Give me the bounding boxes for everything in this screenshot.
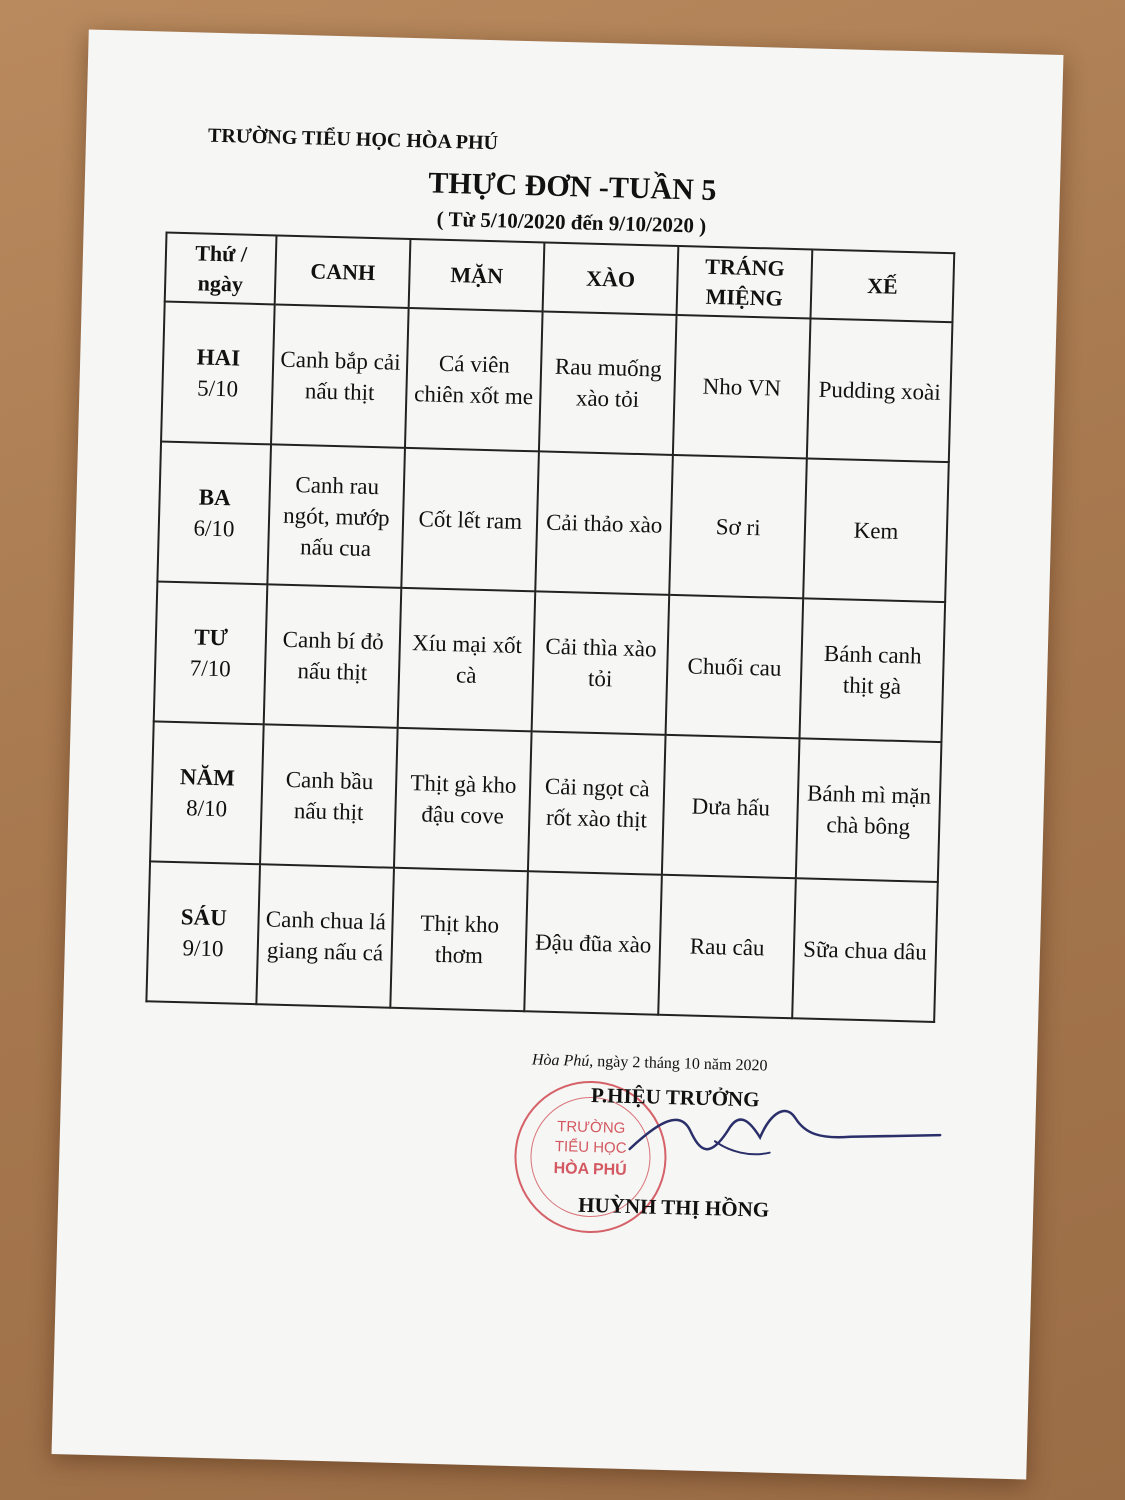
xao-cell: Cải ngọt cà rốt xào thịt	[528, 732, 666, 875]
day-cell	[154, 582, 268, 725]
xe-cell: Sữa chua dâu	[792, 879, 937, 1023]
trang-mieng-cell: Dưa hấu	[662, 735, 800, 878]
signing-date: ngày 2 tháng 10 năm 2020	[593, 1053, 768, 1075]
header-xao: XÀO	[543, 242, 679, 315]
date-range: ( Từ 5/10/2020 đến 9/10/2020 )	[436, 206, 707, 238]
place-date	[532, 1051, 768, 1075]
day-date: 8/10	[185, 795, 228, 822]
day-name: NĂM	[179, 764, 236, 791]
day-date: 9/10	[182, 935, 224, 962]
canh-cell: Canh bí đỏ nấu thịt	[264, 585, 402, 728]
stamp-line-1: TRƯỜNG	[556, 1118, 626, 1137]
xao-cell: Cải thìa xào tỏi	[532, 592, 670, 735]
man-cell: Xíu mại xốt cà	[398, 588, 536, 731]
trang-mieng-cell: Chuối cau	[666, 595, 804, 738]
day-name: TƯ	[193, 624, 229, 651]
day-name: SÁU	[180, 904, 228, 931]
signature-icon	[619, 1079, 951, 1178]
table-row	[154, 582, 945, 743]
header-day: Thứ / ngày	[165, 233, 277, 305]
header-canh: CANH	[275, 235, 411, 308]
day-cell	[146, 862, 260, 1005]
table-row	[150, 722, 941, 883]
page-title: THỰC ĐƠN -TUẦN 5	[427, 166, 717, 207]
xao-cell: Rau muống xào tỏi	[539, 312, 677, 455]
day-name: BA	[198, 484, 232, 511]
xe-cell: Pudding xoài	[807, 319, 952, 463]
canh-cell: Canh bầu nấu thịt	[260, 725, 398, 868]
table-row	[157, 442, 948, 603]
xe-cell: Bánh mì mặn chà bông	[796, 739, 941, 883]
man-cell: Thịt kho thơm	[391, 868, 529, 1011]
day-date: 6/10	[193, 515, 235, 542]
xao-cell: Cải thảo xào	[535, 452, 673, 595]
table-row	[146, 862, 937, 1023]
table-row	[161, 302, 952, 463]
day-cell	[150, 722, 264, 865]
school-name: TRƯỜNG TIỂU HỌC HÒA PHÚ	[207, 124, 499, 155]
canh-cell: Canh rau ngót, mướp nấu cua	[268, 445, 406, 588]
place-name: Hòa Phú,	[531, 1051, 594, 1071]
header-man: MẶN	[409, 239, 545, 312]
xao-cell: Đậu đũa xào	[524, 872, 662, 1015]
header-xe: XẾ	[811, 250, 955, 323]
man-cell: Cá viên chiên xốt me	[405, 308, 543, 451]
day-cell	[161, 302, 275, 445]
day-date: 5/10	[196, 375, 239, 402]
menu-document	[52, 29, 1064, 1479]
xe-cell: Bánh canh thịt gà	[800, 599, 945, 743]
signer-role: P.HIỆU TRƯỞNG	[590, 1083, 760, 1112]
canh-cell: Canh bắp cải nấu thịt	[271, 305, 409, 448]
day-cell	[157, 442, 271, 585]
signer-name: HUỲNH THỊ HỒNG	[577, 1192, 770, 1222]
menu-table	[145, 232, 955, 1024]
man-cell: Thịt gà kho đậu cove	[394, 728, 532, 871]
man-cell: Cốt lết ram	[402, 448, 540, 591]
canh-cell: Canh chua lá giang nấu cá	[257, 865, 395, 1008]
stamp-line-3: HÒA PHÚ	[553, 1160, 627, 1179]
stamp-line-2: TIỂU HỌC	[554, 1138, 627, 1157]
header-trang-mieng: TRÁNG MIỆNG	[677, 246, 813, 319]
day-date: 7/10	[189, 655, 232, 682]
day-name: HAI	[196, 344, 241, 371]
trang-mieng-cell: Rau câu	[658, 875, 796, 1018]
trang-mieng-cell: Sơ ri	[669, 455, 807, 598]
trang-mieng-cell: Nho VN	[673, 315, 811, 458]
xe-cell: Kem	[803, 459, 948, 603]
